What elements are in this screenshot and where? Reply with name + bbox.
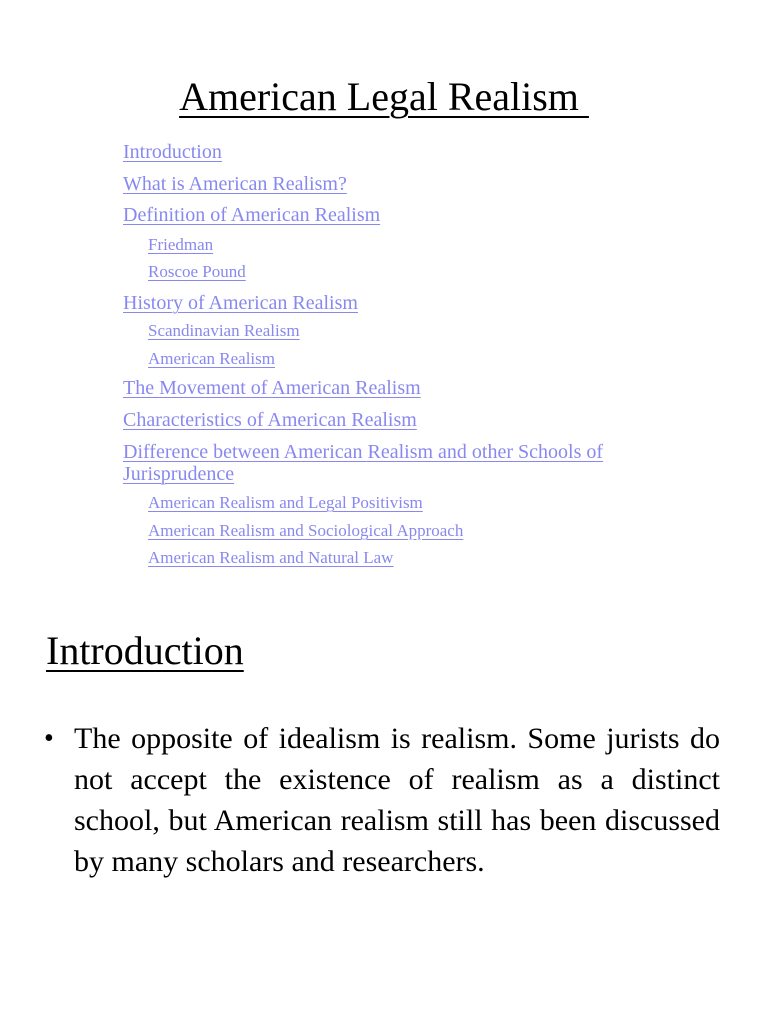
toc-link-natural-law[interactable]: American Realism and Natural Law — [148, 548, 394, 567]
toc-link-difference[interactable]: Difference between American Realism and other Schools of Jurisprudence — [123, 441, 604, 485]
toc-link-legal-positivism[interactable]: American Realism and Legal Positivism — [148, 493, 423, 512]
toc-link-definition[interactable]: Definition of American Realism — [123, 204, 381, 226]
toc-link-history[interactable]: History of American Realism — [123, 292, 358, 314]
toc-link-introduction[interactable]: Introduction — [123, 141, 222, 163]
toc-link-friedman[interactable]: Friedman — [148, 235, 214, 254]
section-heading-text: Introduction — [46, 628, 244, 673]
toc-link-roscoe-pound[interactable]: Roscoe Pound — [148, 262, 246, 281]
introduction-bullet-list — [0, 718, 768, 882]
page-title-text: American Legal Realism — [179, 74, 589, 119]
toc-link-characteristics[interactable]: Characteristics of American Realism — [123, 409, 417, 431]
toc-link-sociological-approach[interactable]: American Realism and Sociological Approach — [148, 521, 464, 540]
page-title — [0, 72, 768, 122]
toc-link-movement[interactable]: The Movement of American Realism — [123, 377, 421, 399]
list-item — [0, 718, 768, 882]
section-heading-introduction — [46, 626, 244, 676]
toc-link-american-realism[interactable]: American Realism — [148, 349, 275, 368]
toc-link-what-is-american-realism[interactable]: What is American Realism? — [123, 173, 347, 195]
bullet-text: The opposite of idealism is realism. Some jurists do not accept the existence of realism as a distinct school, but American realism still has been discussed by many scholars and researchers. — [74, 722, 720, 878]
bullet-icon: • — [44, 723, 54, 754]
toc-link-scandinavian-realism[interactable]: Scandinavian Realism — [148, 321, 300, 340]
